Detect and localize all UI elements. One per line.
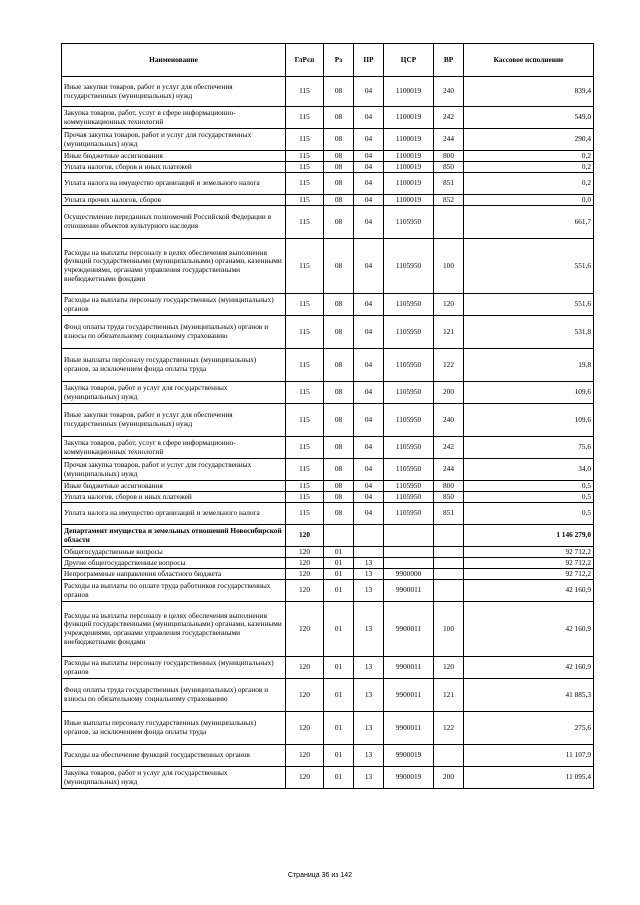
row-name: Иные закупки товаров, работ и услуг для обеспечения государственных (муниципальных) нужд [62,77,286,107]
row-vr: 122 [434,712,464,745]
row-amount: 11 107,9 [464,745,594,767]
row-vr: 850 [434,492,464,503]
table-row [62,437,594,459]
row-glrsp: 120 [286,547,324,558]
row-amount: 531,8 [464,316,594,349]
row-csr: 9900011 [384,712,434,745]
row-vr: 120 [434,294,464,316]
row-rz: 08 [324,316,354,349]
row-glrsp: 115 [286,382,324,404]
row-vr [434,569,464,580]
row-vr [434,580,464,602]
row-glrsp: 115 [286,239,324,294]
row-csr: 1105950 [384,316,434,349]
row-amount: 549,0 [464,107,594,129]
row-csr [384,547,434,558]
row-pr: 13 [354,712,384,745]
header-rz: Рз [324,44,354,77]
row-amount: 109,6 [464,382,594,404]
row-pr: 04 [354,173,384,195]
row-glrsp: 115 [286,162,324,173]
row-amount: 0,2 [464,173,594,195]
row-rz [324,525,354,547]
row-csr: 9900011 [384,657,434,679]
row-rz: 08 [324,294,354,316]
table-row [62,382,594,404]
row-name: Иные бюджетные ассигнования [62,481,286,492]
row-amount: 19,8 [464,349,594,382]
row-rz: 01 [324,602,354,657]
row-rz: 08 [324,503,354,525]
row-csr: 1100019 [384,129,434,151]
row-name: Расходы на выплаты персоналу в целях обеспечения выполнения функций государственными (муниципальными) органами, казенными учреждениями, органами управления государственными внебюджетными фондами [62,239,286,294]
row-vr: 244 [434,459,464,481]
row-glrsp: 115 [286,349,324,382]
table-row [62,294,594,316]
row-csr: 1105950 [384,239,434,294]
row-rz: 08 [324,77,354,107]
row-amount: 290,4 [464,129,594,151]
row-vr: 242 [434,437,464,459]
row-name: Закупка товаров, работ, услуг в сфере информационно-коммуникационных технологий [62,437,286,459]
row-pr: 04 [354,459,384,481]
row-csr: 1100019 [384,195,434,206]
row-pr [354,525,384,547]
row-amount: 109,6 [464,404,594,437]
row-amount: 0,2 [464,162,594,173]
row-vr: 122 [434,349,464,382]
row-glrsp: 120 [286,558,324,569]
row-csr: 9900019 [384,767,434,789]
row-amount: 11 095,4 [464,767,594,789]
row-name: Уплата налога на имущество организаций и земельного налога [62,173,286,195]
row-vr: 200 [434,382,464,404]
row-rz: 08 [324,239,354,294]
row-glrsp: 115 [286,294,324,316]
row-glrsp: 115 [286,195,324,206]
header-amount: Кассовое исполнение [464,44,594,77]
row-vr: 850 [434,162,464,173]
row-csr: 1105950 [384,459,434,481]
row-glrsp: 120 [286,580,324,602]
row-vr [434,206,464,239]
table-row [62,679,594,712]
row-name: Расходы на обеспечение функций государственных органов [62,745,286,767]
row-rz: 08 [324,151,354,162]
row-csr: 1100019 [384,162,434,173]
row-vr: 851 [434,173,464,195]
row-name: Фонд оплаты труда государственных (муниципальных) органов и взносы по обязательному социальному страхованию [62,316,286,349]
table-row [62,602,594,657]
row-rz: 08 [324,349,354,382]
row-pr: 04 [354,239,384,294]
row-glrsp: 120 [286,767,324,789]
page-number: Страница 36 из 142 [287,872,353,879]
row-csr: 9900011 [384,602,434,657]
table-row [62,745,594,767]
row-rz: 08 [324,459,354,481]
row-vr: 200 [434,767,464,789]
row-rz: 08 [324,492,354,503]
row-name: Уплата прочих налогов, сборов [62,195,286,206]
table-row [62,195,594,206]
row-pr: 04 [354,195,384,206]
row-csr: 1105950 [384,437,434,459]
row-rz: 01 [324,712,354,745]
row-csr: 9900000 [384,569,434,580]
row-vr: 242 [434,107,464,129]
row-glrsp: 115 [286,459,324,481]
row-rz: 01 [324,679,354,712]
row-glrsp: 115 [286,503,324,525]
row-vr: 100 [434,602,464,657]
row-vr [434,558,464,569]
row-pr: 13 [354,679,384,712]
row-glrsp: 120 [286,745,324,767]
row-amount: 661,7 [464,206,594,239]
row-csr: 1105950 [384,404,434,437]
table-row [62,767,594,789]
row-pr: 04 [354,437,384,459]
row-amount: 0,2 [464,151,594,162]
row-name: Иные выплаты персоналу государственных (муниципальных) органов, за исключением фонда оплаты труда [62,349,286,382]
table-row [62,206,594,239]
row-rz: 08 [324,404,354,437]
row-glrsp: 115 [286,437,324,459]
row-rz: 08 [324,481,354,492]
row-name: Иные выплаты персоналу государственных (муниципальных) органов, за исключением фонда оплаты труда [62,712,286,745]
header-csr: ЦСР [384,44,434,77]
row-glrsp: 115 [286,107,324,129]
row-rz: 08 [324,437,354,459]
header-pr: ПР [354,44,384,77]
header-name: Наименование [62,44,286,77]
row-csr: 1100019 [384,173,434,195]
row-glrsp: 115 [286,151,324,162]
table-row [62,492,594,503]
row-rz: 08 [324,382,354,404]
row-rz: 08 [324,107,354,129]
row-pr: 04 [354,162,384,173]
row-pr: 04 [354,206,384,239]
row-csr: 1100019 [384,77,434,107]
header-vr: ВР [434,44,464,77]
row-pr: 04 [354,129,384,151]
row-vr: 240 [434,77,464,107]
row-vr [434,745,464,767]
row-csr: 1100019 [384,107,434,129]
row-name: Другие общегосударственные вопросы [62,558,286,569]
row-pr: 04 [354,382,384,404]
row-amount: 0,0 [464,195,594,206]
row-amount: 92 712,2 [464,569,594,580]
row-vr: 121 [434,316,464,349]
row-vr: 800 [434,481,464,492]
row-pr: 04 [354,294,384,316]
row-csr: 9900019 [384,745,434,767]
row-vr: 851 [434,503,464,525]
table-row [62,569,594,580]
row-vr: 100 [434,239,464,294]
row-rz: 08 [324,129,354,151]
row-csr [384,558,434,569]
row-amount: 34,0 [464,459,594,481]
row-name: Фонд оплаты труда государственных (муниципальных) органов и взносы по обязательному социальному страхованию [62,679,286,712]
row-glrsp: 120 [286,712,324,745]
row-pr: 04 [354,316,384,349]
row-rz: 08 [324,162,354,173]
row-rz: 01 [324,657,354,679]
row-name: Иные бюджетные ассигнования [62,151,286,162]
row-glrsp: 120 [286,657,324,679]
row-csr: 1105950 [384,349,434,382]
row-csr: 9900011 [384,679,434,712]
row-amount: 92 712,2 [464,547,594,558]
row-glrsp: 115 [286,316,324,349]
table-row [62,547,594,558]
row-name: Расходы на выплаты персоналу в целях обеспечения выполнения функций государственными (муниципальными) органами, казенными учреждениями, органами управления государственными внебюджетными фондами [62,602,286,657]
row-name: Общегосударственные вопросы [62,547,286,558]
table-row [62,129,594,151]
row-glrsp: 120 [286,569,324,580]
table-row [62,481,594,492]
row-pr: 13 [354,657,384,679]
row-rz: 08 [324,195,354,206]
table-row [62,162,594,173]
row-amount: 551,6 [464,294,594,316]
row-csr: 1105950 [384,481,434,492]
header-glrsp: ГлРсп [286,44,324,77]
row-name: Прочая закупка товаров, работ и услуг для государственных (муниципальных) нужд [62,459,286,481]
row-csr: 1105950 [384,503,434,525]
row-pr: 13 [354,558,384,569]
row-csr: 1105950 [384,206,434,239]
row-glrsp: 115 [286,206,324,239]
row-pr: 13 [354,580,384,602]
table-row [62,712,594,745]
row-csr: 9900011 [384,580,434,602]
row-rz: 01 [324,745,354,767]
table-row [62,525,594,547]
row-vr: 800 [434,151,464,162]
row-vr: 244 [434,129,464,151]
row-name: Осуществление переданных полномочий Российской Федерации в отношении объектов культурного наследия [62,206,286,239]
row-glrsp: 115 [286,77,324,107]
row-pr: 04 [354,481,384,492]
row-glrsp: 115 [286,481,324,492]
row-name: Закупка товаров, работ и услуг для государственных (муниципальных) нужд [62,382,286,404]
row-name: Расходы на выплаты персоналу государственных (муниципальных) органов [62,657,286,679]
row-name: Иные закупки товаров, работ и услуг для обеспечения государственных (муниципальных) нужд [62,404,286,437]
row-amount: 42 160,9 [464,602,594,657]
table-row [62,558,594,569]
row-rz: 01 [324,569,354,580]
row-pr: 04 [354,107,384,129]
budget-table [61,43,594,789]
table-row [62,77,594,107]
row-amount: 0,5 [464,492,594,503]
row-rz: 01 [324,767,354,789]
table-row [62,657,594,679]
row-name: Уплата налогов, сборов и иных платежей [62,162,286,173]
row-vr [434,547,464,558]
table-row [62,173,594,195]
row-name: Закупка товаров, работ и услуг для государственных (муниципальных) нужд [62,767,286,789]
row-vr [434,525,464,547]
row-vr: 120 [434,657,464,679]
row-name: Департамент имущества и земельных отношений Новосибирской области [62,525,286,547]
row-vr: 121 [434,679,464,712]
table-row [62,503,594,525]
row-vr: 240 [434,404,464,437]
row-rz: 08 [324,173,354,195]
row-rz: 08 [324,206,354,239]
row-glrsp: 115 [286,492,324,503]
row-amount: 42 160,9 [464,657,594,679]
row-glrsp: 115 [286,173,324,195]
row-amount: 0,5 [464,481,594,492]
table-row [62,459,594,481]
row-name: Расходы на выплаты персоналу государственных (муниципальных) органов [62,294,286,316]
row-name: Прочая закупка товаров, работ и услуг для государственных (муниципальных) нужд [62,129,286,151]
row-name: Расходы на выплаты по оплате труда работников государственных органов [62,580,286,602]
row-pr: 13 [354,745,384,767]
row-glrsp: 120 [286,525,324,547]
table-body [62,77,594,789]
row-amount: 551,6 [464,239,594,294]
row-name: Закупка товаров, работ, услуг в сфере информационно-коммуникационных технологий [62,107,286,129]
row-glrsp: 120 [286,602,324,657]
row-pr: 04 [354,492,384,503]
row-pr: 13 [354,569,384,580]
row-csr: 1105950 [384,382,434,404]
row-amount: 92 712,2 [464,558,594,569]
row-csr: 1105950 [384,294,434,316]
row-pr: 13 [354,767,384,789]
row-rz: 01 [324,558,354,569]
row-name: Уплата налогов, сборов и иных платежей [62,492,286,503]
row-amount: 275,6 [464,712,594,745]
table-row [62,316,594,349]
row-amount: 0,5 [464,503,594,525]
row-pr: 04 [354,349,384,382]
table-row [62,107,594,129]
table-row [62,239,594,294]
row-glrsp: 120 [286,679,324,712]
row-csr: 1100019 [384,151,434,162]
row-vr: 852 [434,195,464,206]
table-header-row [62,44,594,77]
row-name: Уплата налога на имущество организаций и земельного налога [62,503,286,525]
table-row [62,349,594,382]
table-row [62,151,594,162]
row-rz: 01 [324,547,354,558]
row-amount: 1 146 279,0 [464,525,594,547]
row-glrsp: 115 [286,404,324,437]
row-pr: 04 [354,404,384,437]
row-amount: 42 160,9 [464,580,594,602]
row-amount: 839,4 [464,77,594,107]
row-pr: 04 [354,151,384,162]
row-amount: 41 885,3 [464,679,594,712]
row-amount: 75,6 [464,437,594,459]
row-pr: 04 [354,503,384,525]
row-pr [354,547,384,558]
table-row [62,580,594,602]
row-pr: 04 [354,77,384,107]
row-name: Непрограммные направления областного бюджета [62,569,286,580]
row-csr: 1105950 [384,492,434,503]
row-csr [384,525,434,547]
row-glrsp: 115 [286,129,324,151]
row-rz: 01 [324,580,354,602]
row-pr: 13 [354,602,384,657]
table-row [62,404,594,437]
